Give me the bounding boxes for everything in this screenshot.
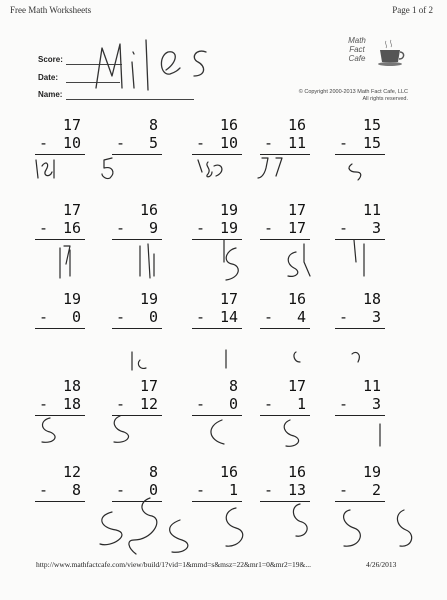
subtrahend: 3 [371, 308, 381, 326]
answer-line [35, 328, 85, 329]
answer-line [260, 239, 310, 240]
minuend: 16 [219, 463, 238, 481]
minuend: 19 [139, 290, 158, 308]
logo-text: Math Fact Cafe [348, 36, 366, 63]
subtrahend: 15 [362, 134, 381, 152]
minuend: 11 [362, 201, 381, 219]
answer-line [192, 328, 242, 329]
minuend: 18 [362, 290, 381, 308]
answer-line [35, 154, 85, 155]
minuend: 17 [287, 201, 306, 219]
answer-line [192, 415, 242, 416]
minuend: 18 [62, 377, 81, 395]
minuend: 17 [62, 201, 81, 219]
minus-sign: - [339, 395, 349, 413]
score-label: Score: [38, 55, 63, 64]
answer-line [112, 328, 162, 329]
page-footer [36, 560, 397, 569]
subtrahend: 1 [228, 481, 238, 499]
minus-sign: - [39, 134, 49, 152]
subtrahend: 5 [148, 134, 158, 152]
subtrahend: 18 [62, 395, 81, 413]
minuend: 11 [362, 377, 381, 395]
minuend: 15 [362, 116, 381, 134]
minuend: 8 [148, 463, 158, 481]
minus-sign: - [39, 308, 49, 326]
subtrahend: 19 [219, 219, 238, 237]
worksheet-title: Free Math Worksheets [10, 5, 92, 15]
copyright-notice: © Copyright 2000-2013 Math Fact Cafe, LLC All rights reserved. [298, 89, 408, 102]
minuend: 17 [139, 377, 158, 395]
subtrahend: 10 [62, 134, 81, 152]
page-number: Page 1 of 2 [392, 5, 433, 15]
minus-sign: - [196, 134, 206, 152]
minuend: 8 [148, 116, 158, 134]
answer-line [35, 501, 85, 502]
minus-sign: - [339, 219, 349, 237]
answer-line [260, 501, 310, 502]
minuend: 17 [219, 290, 238, 308]
minuend: 16 [287, 116, 306, 134]
footer-date: 4/26/2013 [366, 560, 397, 569]
subtrahend: 9 [148, 219, 158, 237]
subtrahend: 0 [148, 308, 158, 326]
minus-sign: - [339, 134, 349, 152]
minuend: 16 [287, 463, 306, 481]
minus-sign: - [116, 481, 126, 499]
minus-sign: - [339, 481, 349, 499]
minus-sign: - [39, 481, 49, 499]
answer-line [35, 239, 85, 240]
minuend: 19 [362, 463, 381, 481]
minus-sign: - [264, 219, 274, 237]
answer-line [335, 154, 385, 155]
subtrahend: 11 [287, 134, 306, 152]
answer-line [260, 154, 310, 155]
answer-line [260, 415, 310, 416]
minuend: 19 [62, 290, 81, 308]
minus-sign: - [196, 481, 206, 499]
subtrahend: 3 [371, 395, 381, 413]
minus-sign: - [264, 134, 274, 152]
footer-url: http://www.mathfactcafe.com/view/build/1?vid=1&mmd=s&msz=22&mr1=0&mr2=19&... [36, 560, 311, 569]
minuend: 8 [228, 377, 238, 395]
minus-sign: - [39, 395, 49, 413]
subtrahend: 13 [287, 481, 306, 499]
answer-line [112, 501, 162, 502]
answer-line [112, 239, 162, 240]
subtrahend: 8 [71, 481, 81, 499]
minuend: 16 [139, 201, 158, 219]
answer-line [192, 154, 242, 155]
subtrahend: 12 [139, 395, 158, 413]
subtrahend: 0 [148, 481, 158, 499]
subtrahend: 0 [71, 308, 81, 326]
minus-sign: - [116, 219, 126, 237]
minuend: 12 [62, 463, 81, 481]
minus-sign: - [116, 134, 126, 152]
minus-sign: - [116, 308, 126, 326]
date-label: Date: [38, 72, 59, 82]
minuend: 16 [219, 116, 238, 134]
subtrahend: 16 [62, 219, 81, 237]
answer-line [192, 239, 242, 240]
answer-line [335, 501, 385, 502]
answer-line [192, 501, 242, 502]
answer-line [112, 415, 162, 416]
answer-line [335, 239, 385, 240]
subtrahend: 10 [219, 134, 238, 152]
minus-sign: - [264, 308, 274, 326]
subtrahend: 1 [296, 395, 306, 413]
answer-line [35, 415, 85, 416]
subtrahend: 0 [228, 395, 238, 413]
subtrahend: 3 [371, 219, 381, 237]
name-label: Name: [38, 90, 63, 99]
subtrahend: 4 [296, 308, 306, 326]
subtrahend: 14 [219, 308, 238, 326]
minus-sign: - [264, 481, 274, 499]
answer-line [260, 328, 310, 329]
minus-sign: - [339, 308, 349, 326]
minuend: 16 [287, 290, 306, 308]
minuend: 17 [62, 116, 81, 134]
minus-sign: - [39, 219, 49, 237]
minus-sign: - [264, 395, 274, 413]
minuend: 17 [287, 377, 306, 395]
minus-sign: - [196, 308, 206, 326]
minus-sign: - [196, 395, 206, 413]
minus-sign: - [116, 395, 126, 413]
answer-line [335, 415, 385, 416]
answer-line [335, 328, 385, 329]
subtrahend: 2 [371, 481, 381, 499]
minus-sign: - [196, 219, 206, 237]
answer-line [112, 154, 162, 155]
subtrahend: 17 [287, 219, 306, 237]
minuend: 19 [219, 201, 238, 219]
